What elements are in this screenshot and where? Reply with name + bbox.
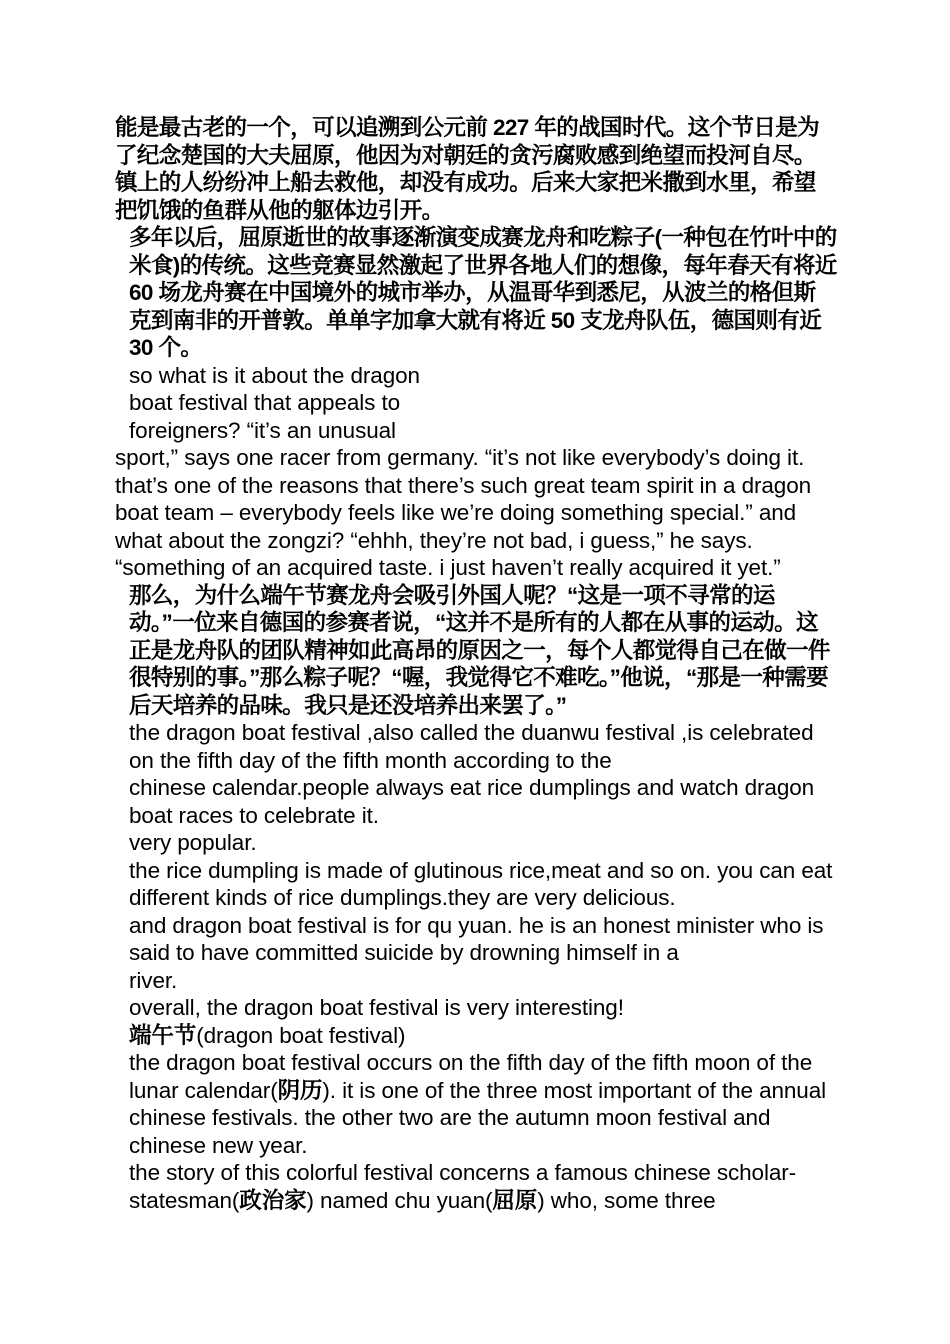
text-run: the story of this colorful festival concerns a famous chinese scholar-statesman(: [129, 1160, 797, 1213]
paragraph-english-duanwu: the dragon boat festival ,also called the duanwu festival ,is celebrated on the fifth day of the fifth month according to the: [129, 720, 814, 773]
section-heading: [115, 1022, 837, 1050]
paragraph-english-qu-yuan: and dragon boat festival is for qu yuan. he is an honest minister who is said to have committed suicide by drowning himself in a: [129, 912, 824, 965]
paragraph-chinese-tradition: 多年以后，屈原逝世的故事逐渐演变成赛龙舟和吃粽子(一种包在竹叶中的米食)的传统。这些竞赛显然激起了世界各地人们的想像，每年春天有将近 60 场龙舟赛在中国境外的城市举办，从温哥华到悉尼，从波兰的格但斯克到南非的开普敦。单单字加拿大就有将近 50 支龙舟队伍，德国则有近 30 个。: [129, 225, 837, 360]
paragraph-english-popular: very popular.: [129, 830, 257, 855]
paragraph-english-story: [115, 1159, 837, 1214]
text-run: the dragon boat festival occurs on the fifth day of the fifth moon of the lunar calendar(: [129, 1050, 813, 1103]
paragraph-english-rice-dumpling: the rice dumpling is made of glutinous rice,meat and so on. you can eat different kinds of rice dumplings.they are very delicious.: [129, 857, 833, 910]
text-run: ). it is one of the three most important of the annual chinese festivals. the other two are the autumn moon festival and chinese new year.: [129, 1077, 827, 1158]
text-run: ) who, some three: [537, 1187, 716, 1213]
document-page: [115, 114, 837, 1214]
paragraph-chinese-intro: 能是最古老的一个，可以追溯到公元前 227 年的战国时代。这个节日是为了纪念楚国的大夫屈原，他因为对朝廷的贪污腐败感到绝望而投河自尽。镇上的人纷纷冲上船去救他，却没有成功。后来大家把米撒到水里，希望把饥饿的鱼群从他的躯体边引开。: [115, 115, 820, 223]
paragraph-chinese-racer-quote: 那么，为什么端午节赛龙舟会吸引外国人呢？“这是一项不寻常的运动。”一位来自德国的参赛者说，“这并不是所有的人都在从事的运动。这正是龙舟队的团队精神如此高昂的原因之一，每个人都觉得自己在做一件很特别的事。”那么粽子呢？“喔，我觉得它不难吃。”他说，“那是一种需要后天培养的品味。我只是还没培养出来罢了。”: [129, 582, 830, 718]
paragraph-english-racer-quote: sport,” says one racer from germany. “it’s not like everybody’s doing it. that’s one of the reasons that there’s such great team spirit in a dragon boat team – everybody feels like we’re doing something special.” and what about the zongzi? “ehhh, they’re not bad, i guess,” he says. “something of an acquired taste. i just haven’t really acquired it yet.”: [115, 445, 812, 580]
text-run-chinese: 政治家: [239, 1187, 307, 1213]
text-run-chinese: 屈原: [492, 1187, 538, 1213]
section-heading-english: (dragon boat festival): [196, 1022, 406, 1048]
paragraph-english-occurs: [115, 1049, 837, 1159]
paragraph-english-calendar: chinese calendar.people always eat rice dumplings and watch dragon boat races to celebrate it.: [129, 775, 815, 828]
text-run-chinese: 阴历: [277, 1077, 323, 1103]
section-heading-chinese: 端午节: [129, 1022, 197, 1048]
text-run: ) named chu yuan(: [306, 1187, 493, 1213]
paragraph-english-appeal: so what is it about the dragon boat festival that appeals to foreigners? “it’s an unusual: [129, 362, 420, 443]
paragraph-english-overall: overall, the dragon boat festival is very interesting!: [129, 995, 624, 1020]
paragraph-english-river: river.: [129, 967, 178, 993]
